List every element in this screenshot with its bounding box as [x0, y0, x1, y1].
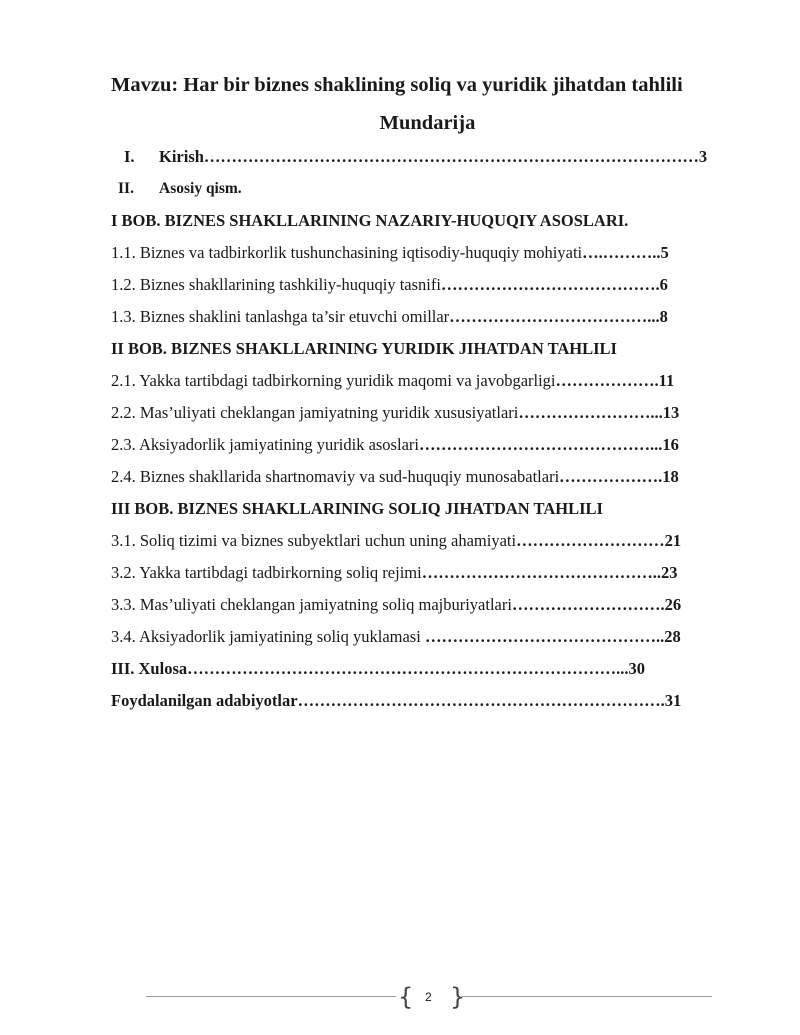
toc-chapter-2: II BOB. BIZNES SHAKLLARINING YURIDIK JIHATDAN TAHLILI [111, 339, 617, 358]
toc-section-page: ………………………………….6 [440, 275, 668, 294]
toc-section-2-1 [111, 371, 674, 391]
toc-section-page: ……………………………………..28 [424, 627, 681, 646]
toc-section-2-2 [111, 403, 679, 423]
toc-section-1-1 [111, 243, 669, 263]
toc-section-page: ……………………………………...16 [418, 435, 679, 454]
toc-section-title: 1.2. Biznes shakllarining tashkiliy-huquqiy tasnifi [111, 275, 441, 294]
toc-section-3-4 [111, 627, 681, 647]
toc-section-title: 3.2. Yakka tartibdagi tadbirkorning soliq rejimi [111, 563, 422, 582]
document-title: Mavzu: Har bir biznes shaklining soliq va yuridik jihatdan tahlili [111, 74, 683, 96]
left-brace: { [398, 983, 414, 1011]
toc-section-2-3 [111, 435, 679, 455]
toc-section-3-3 [111, 595, 681, 615]
toc-conclusion: III. Xulosa……………………………………………………………………...30 [111, 659, 645, 678]
toc-section-page: ……………………….26 [511, 595, 682, 614]
toc-section-title: 1.3. Biznes shaklini tanlashga ta’sir etuvchi omillar [111, 307, 450, 326]
toc-main-number: II. [118, 180, 134, 197]
toc-intro-number: I. [124, 147, 135, 166]
toc-section-title: 2.1. Yakka tartibdagi tadbirkorning yuridik maqomi va javobgarligi [111, 371, 556, 390]
toc-section-page: ……………….11 [555, 371, 675, 390]
toc-section-1-3 [111, 307, 668, 327]
toc-section-1-2 [111, 275, 668, 295]
toc-section-title: 1.1. Biznes va tadbirkorlik tushunchasining iqtisodiy-huquqiy mohiyati [111, 243, 583, 262]
toc-section-page: ………………………………...8 [449, 307, 668, 326]
toc-section-title: 3.4. Aksiyadorlik jamiyatining soliq yuklamasi [111, 627, 425, 646]
toc-chapter-3: III BOB. BIZNES SHAKLLARINING SOLIQ JIHATDAN TAHLILI [111, 499, 603, 518]
footer-right-rule [462, 996, 712, 997]
toc-section-3-2 [111, 563, 677, 583]
toc-section-title: 2.3. Aksiyadorlik jamiyatining yuridik asoslari [111, 435, 419, 454]
toc-section-title: 3.1. Soliq tizimi va biznes subyektlari uchun uning ahamiyati [111, 531, 517, 550]
footer-left-rule [146, 996, 396, 997]
right-brace: } [450, 983, 466, 1011]
toc-section-3-1 [111, 531, 681, 551]
toc-intro: Kirish………………………………………………………………………………3 [159, 147, 708, 166]
toc-section-title: 2.4. Biznes shakllarida shartnomaviy va sud-huquqiy munosabatlari [111, 467, 560, 486]
page-number: 2 [425, 990, 432, 1004]
toc-section-page: ….………..5 [582, 243, 669, 262]
toc-chapter-1: I BOB. BIZNES SHAKLLARINING NAZARIY-HUQUQIY ASOSLARI. [111, 211, 629, 230]
toc-main: Asosiy qism. [159, 180, 242, 197]
toc-section-title: 2.2. Mas’uliyati cheklangan jamiyatning yuridik xususiyatlari [111, 403, 519, 422]
toc-section-page: ………………………21 [516, 531, 682, 550]
toc-section-page: ……………………...13 [518, 403, 680, 422]
toc-section-page: ……………….18 [559, 467, 679, 486]
toc-section-page: ……………………………………..23 [421, 563, 678, 582]
toc-section-2-4 [111, 467, 679, 487]
page-number-box [398, 983, 466, 1011]
toc-heading: Mundarija [379, 112, 476, 134]
toc-section-title: 3.3. Mas’uliyati cheklangan jamiyatning soliq majburiyatlari [111, 595, 512, 614]
toc-references: Foydalanilgan adabiyotlar………………………………………………………….31 [111, 691, 682, 710]
